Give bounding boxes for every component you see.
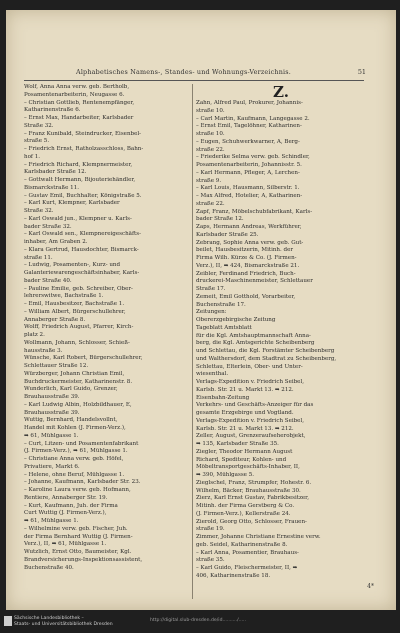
directory-line: – Friedrich Ernst, Ratholzasschloss, Bahn-: [24, 146, 144, 152]
column-divider: [192, 84, 193, 599]
directory-line: – Christiane Anna verw. geb. Höfel,: [24, 456, 124, 462]
directory-line: Zimmer, Johanne Christiane Ernestine verw.: [196, 534, 321, 540]
directory-line: Privatiere, Markt 6.: [24, 463, 80, 470]
directory-line: bader Straße 32.: [24, 223, 72, 230]
directory-line: Rentiere, Annaberger Str. 19.: [24, 494, 108, 501]
directory-line: – Karl Anna, Posamentier, Brauhaus-: [196, 549, 299, 556]
directory-line: Eisenbahn-Zeitung: [196, 394, 250, 401]
directory-line: Zeitungen:: [196, 309, 227, 316]
directory-line: Straße 32.: [24, 122, 54, 129]
directory-line: bader Straße 12.: [196, 216, 244, 223]
directory-line: straße 35.: [196, 557, 225, 564]
directory-line: Karlsb. Str. 21 u. Markt 13. ➡ 212.: [196, 386, 294, 393]
footer-bar: [0, 612, 400, 633]
directory-line: Zeller, August, Grenzeraufseherobjekt,: [196, 433, 306, 440]
directory-line: – Karl Hermann, Pfleger, A, Lerchen-: [196, 169, 300, 176]
directory-line: – Karoline Laura verw. geb. Hofmann,: [24, 487, 131, 493]
directory-line: Zierold, Georg Otto, Schlosser, Frauen-: [196, 518, 307, 525]
directory-line: straße 11.: [24, 254, 53, 261]
directory-line: Galanteriewarengeschäftsinhaber, Karls-: [24, 270, 140, 276]
directory-line: bader Straße 40.: [24, 277, 72, 284]
directory-line: hausstraße 3.: [24, 347, 63, 354]
directory-line: Verz.), II, ➡ 61, Mühlgasse 1.: [24, 541, 107, 548]
directory-line: straße 22.: [196, 200, 225, 207]
directory-line: Ziegler, Theodor Hermann August: [196, 448, 293, 455]
directory-line: Zeibler, Ferdinand Friedrich, Buch-: [196, 270, 296, 277]
directory-line: geb. Seidel, Katharinenstraße 8.: [196, 541, 288, 548]
directory-line: Würzberger, Johann Christian Emil,: [24, 370, 125, 377]
directory-line: Wilhelm, Bäcker, Brauhausstraße 30.: [196, 487, 301, 494]
directory-line: druckerei-Maschinenmeister, Schlettauer: [196, 278, 313, 285]
directory-line: – William Albert, Bürgerschullehrer,: [24, 308, 126, 315]
directory-line: Annaberger Straße 8.: [24, 316, 86, 323]
directory-line: Zaps, Hermann Andreas, Werkführer,: [196, 224, 302, 230]
directory-line: beilet, Hausbesitzerin, Mitinh. der: [196, 247, 294, 254]
directory-line: Zemeit, Emil Gotthold, Vorarbeiter,: [196, 293, 296, 300]
directory-line: Brauhausstraße 39.: [24, 409, 80, 416]
directory-line: Handel mit Kohlen (J. Firmen-Verz.),: [24, 425, 126, 431]
directory-line: lehrerswitwe, Bachstraße 1.: [24, 293, 104, 300]
directory-line: – Max Alfred, Hotelier, A, Katharinen-: [196, 193, 303, 199]
directory-line: wiesenthal.: [196, 371, 229, 378]
directory-line: Verkehrs- und Geschäfts-Anzeiger für das: [196, 402, 314, 409]
directory-line: Zieglschel, Franz, Strumpfer, Hohestr. 6.: [196, 479, 312, 486]
directory-line: platz 2.: [24, 332, 45, 338]
header-rule: [24, 80, 364, 81]
page-number: 51: [357, 68, 366, 76]
directory-line: – Kurt, Kaufmann, Juh. der Firma: [24, 502, 118, 509]
section-letter: Z.: [273, 84, 289, 101]
directory-line: inhaber, Am Graben 2.: [24, 239, 88, 245]
directory-line: (J. Firmen-Verz.), Kellerstraße 24.: [196, 510, 291, 517]
directory-line: – Pauline Emilie, geb. Schreiber, Ober-: [24, 285, 133, 292]
directory-line: Posamentenarbeiterin, Neugasse 6.: [24, 91, 125, 98]
directory-line: Buchenstraße 40.: [24, 564, 74, 571]
directory-line: gesamte Erzgebirge und Vogtland.: [196, 410, 294, 416]
directory-line: berg, die Kgl. Amtsgerichte Scheibenberg: [196, 340, 315, 347]
directory-line: ➡ 61, Mühlgasse 1.: [24, 518, 79, 524]
directory-line: Wollmann, Johann, Schlosser, Schieß-: [24, 339, 130, 346]
directory-line: – Karl Oswald jun., Klempner u. Karls-: [24, 215, 132, 222]
directory-line: – Friedrich Richard, Klempnermeister,: [24, 161, 133, 168]
directory-line: Wolff, Friedrich August, Pfarrer, Kirch-: [24, 324, 134, 331]
directory-line: Zahn, Alfred Paul, Prokurer, Johannis-: [196, 100, 303, 106]
directory-line: für die Kgl. Amtshauptmannschaft Anna-: [196, 332, 311, 339]
directory-line: straße 10.: [196, 131, 225, 137]
signature-mark: 4*: [367, 583, 374, 590]
directory-line: Schlettau, Elterlein, Ober- und Unter-: [196, 363, 303, 370]
directory-line: (J. Firmen-Verz.), ➡ 61, Mühlgasse 1.: [24, 448, 128, 455]
directory-line: Zapf, Franz, Möbelschubfabrikant, Karls-: [196, 208, 313, 215]
directory-line: Wutzlich, Ernst Otto, Baumeister, Kgl.: [24, 549, 132, 555]
document-page: [6, 10, 396, 610]
directory-line: Posamentenarbeiterin, Johannisstr. 5.: [196, 162, 302, 168]
directory-line: straße 9.: [196, 177, 222, 184]
directory-line: Wuttig, Bernhard, Handelsvollnt,: [24, 417, 118, 424]
library-name: Sächsische Landesbibliothek – Staats- und Universitätsbibliothek Dresden: [14, 616, 113, 627]
directory-line: Zierz, Karl Ernst Gustav, Fabrikbesitzer,: [196, 495, 309, 502]
directory-line: Verlags-Expedition v. Friedrich Seibel,: [196, 379, 305, 385]
directory-line: – Karl Oswald sen., Klempnereigeschäfts-: [24, 231, 141, 238]
directory-line: Wolf, Anna Anna verw. geb. Bertholb,: [24, 84, 130, 90]
directory-line: Katharinenstraße 6.: [24, 107, 81, 114]
directory-line: straße 19.: [196, 526, 225, 533]
directory-line: Obererzgebirgische Zeitung: [196, 317, 276, 323]
directory-line: – Christian Gottlieb, Rentenempfänger,: [24, 99, 135, 106]
directory-line: Verlags-Expedition v. Friedrich Seibel,: [196, 417, 305, 424]
directory-line: Firma Wilh. Kürze & Co. (J. Firmen-: [196, 255, 297, 261]
directory-line: ➡ 390, Mühlgasse 5.: [196, 472, 255, 478]
left-column: [24, 84, 190, 572]
directory-line: – Ludwig, Posamenten-, Kurz- und: [24, 262, 121, 269]
directory-line: Schlettauer Straße 12.: [24, 363, 89, 369]
directory-line: Wünsche, Karl Robert, Bürgerschullehrer,: [24, 355, 143, 362]
directory-line: – Karl Louis, Hausmann, Silberstr. 1.: [196, 185, 300, 192]
directory-line: Richard, Spediteur, Kohlen- und: [196, 456, 287, 463]
directory-line: Brauhausstraße 39.: [24, 394, 80, 400]
directory-line: Buchdruckermeister, Katharinenstr. 8.: [24, 378, 133, 385]
directory-line: der Firma Bernhard Wuttig (J. Firmen-: [24, 533, 133, 540]
directory-line: – Karl Ludwig Albin, Holzbildhauer, E,: [24, 401, 132, 408]
directory-line: – Karl Guido, Fleischermeister, II, ➡: [196, 565, 298, 571]
directory-line: Buchenstraße 17.: [196, 301, 246, 308]
directory-line: Zebrang, Sophie Anna verw. geb. Gut-: [196, 239, 304, 246]
directory-line: Karlsbader Straße 25.: [196, 231, 259, 238]
directory-line: ➡ 61, Mühlgasse 1.: [24, 432, 79, 439]
directory-line: straße 22.: [196, 146, 225, 153]
directory-line: Mitinh. der Firma Gerstberg & Co.: [196, 503, 295, 509]
directory-line: – Klara Gertrud, Hausdochter, Bismarck-: [24, 246, 139, 253]
directory-line: und Schlettau, die Kgl. Forstämter Scheibenberg: [196, 348, 335, 354]
directory-line: – Franz Kunibald, Steindrucker, Eisenbel-: [24, 130, 142, 137]
directory-line: – Wilhelmine verw. geb. Fischer, Juh.: [24, 525, 128, 532]
directory-line: Wunderlich, Karl Guido, Grenzer,: [24, 386, 118, 393]
directory-line: Tageblatt Amtsblatt: [196, 324, 252, 331]
directory-line: – Ernst Max, Handarbeiter, Karlsbader: [24, 115, 134, 121]
directory-line: – Eugen, Schuhwerkwarner, A, Berg-: [196, 138, 300, 145]
directory-line: – Curt, Litzen- und Posamentenfabrikant: [24, 440, 139, 447]
directory-line: und Walthersdorf, dem Stadtrat zu Scheibenberg,: [196, 355, 337, 362]
directory-line: – Carl Martin, Kaufmann, Langegasse 2.: [196, 115, 310, 122]
directory-line: 406, Katharinenstraße 18.: [196, 572, 271, 579]
directory-line: – Gottwalt Hermann, Bijouteriehändler,: [24, 177, 136, 183]
directory-line: – Gustav Emil, Buchhalter, Königstraße 5.: [24, 192, 142, 199]
directory-line: – Helene, ohne Beruf, Mühlgasse 1.: [24, 471, 125, 478]
directory-line: – Friederike Selma verw. geb. Schindler,: [196, 154, 310, 161]
page-header-title: Alphabetisches Namens-, Standes- und Wohnungs-Verzeichnis.: [76, 68, 291, 76]
directory-line: Straße 32.: [24, 208, 54, 214]
directory-line: – Johanne, Kaufmann, Karlsbader Str. 23.: [24, 479, 141, 486]
directory-line: Verz.), II, ➡ 424, Bismarckstraße 21.: [196, 262, 300, 269]
directory-line: Curt Wuttig (J. Firmen-Verz.),: [24, 510, 107, 517]
directory-line: Möbeltransportgeschäfts-Inhaber, II,: [196, 464, 300, 471]
directory-line: Brandversicherungs-Inspektionsassistent,: [24, 556, 143, 563]
footer-url: http://digital.slub-dresden.de/id........../.....: [150, 618, 246, 623]
library-logo-icon: [4, 616, 12, 626]
right-column: [196, 84, 366, 581]
directory-line: Karlsbader Straße 12.: [24, 169, 87, 176]
directory-line: straße 10.: [196, 107, 225, 114]
directory-line: – Karl Kurt, Klempner, Karlsbader: [24, 200, 120, 207]
directory-line: Bismarckstraße 11.: [24, 184, 79, 191]
page-header: [6, 68, 396, 80]
directory-line: straße 5.: [24, 138, 50, 145]
directory-line: Karlsb. Str. 21 u. Markt 13. ➡ 212.: [196, 425, 294, 432]
directory-line: – Ernst Emil, Tagelöhner, Katharinen-: [196, 123, 302, 130]
directory-line: ➡ 135, Karlsbader Straße 35.: [196, 441, 279, 447]
directory-line: – Emil, Hausbesitzer, Bachstraße 1.: [24, 301, 125, 307]
directory-line: hof 1.: [24, 153, 41, 160]
directory-line: Straße 17.: [196, 286, 226, 292]
